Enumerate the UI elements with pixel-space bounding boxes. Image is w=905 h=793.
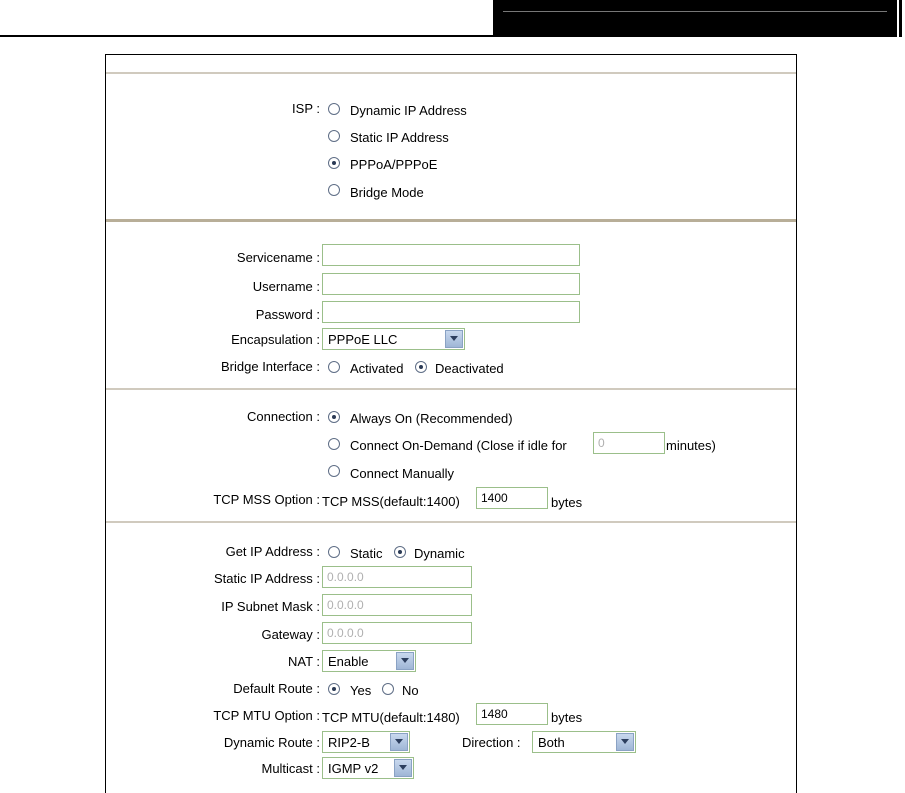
password-input[interactable] <box>322 301 580 323</box>
default-route-no-label: No <box>402 683 419 698</box>
connection-label: Connection : <box>247 409 320 424</box>
idle-minutes-input[interactable] <box>593 432 665 454</box>
chevron-down-icon[interactable] <box>394 759 412 777</box>
gateway-input[interactable] <box>322 622 472 644</box>
connection-always-on-label: Always On (Recommended) <box>350 411 513 426</box>
nat-label: NAT : <box>287 654 320 669</box>
encapsulation-select[interactable] <box>322 328 465 350</box>
chevron-down-icon[interactable] <box>390 733 408 751</box>
direction-label: Direction : <box>462 735 521 750</box>
idle-minutes-suffix: minutes) <box>666 438 716 453</box>
bridge-deactivated-label: Deactivated <box>435 361 504 376</box>
header-rule <box>0 35 493 37</box>
username-label: Username : <box>252 279 320 294</box>
isp-option-bridge: Bridge Mode <box>350 185 424 200</box>
default-route-yes-label: Yes <box>350 683 372 698</box>
static-ip-input[interactable] <box>322 566 472 588</box>
isp-option-pppoe: PPPoA/PPPoE <box>350 157 438 172</box>
bridge-interface-label: Bridge Interface : <box>221 359 320 374</box>
chevron-down-icon[interactable] <box>445 330 463 348</box>
tcp-mss-unit: bytes <box>551 495 583 510</box>
dynamic-route-label: Dynamic Route : <box>223 735 320 750</box>
connection-always-on-radio[interactable] <box>328 411 340 423</box>
default-route-label: Default Route : <box>233 681 320 696</box>
dynamic-route-value: RIP2-B <box>328 735 370 750</box>
header-bar <box>493 0 897 37</box>
chevron-down-icon[interactable] <box>396 652 414 670</box>
isp-label: ISP : <box>292 101 320 116</box>
wan-settings-panel <box>105 54 797 793</box>
chevron-down-icon[interactable] <box>616 733 634 751</box>
default-route-no-radio[interactable] <box>382 683 394 695</box>
username-input[interactable] <box>322 273 580 295</box>
nat-value: Enable <box>328 654 369 669</box>
tcp-mtu-default: TCP MTU(default:1480) <box>322 710 460 725</box>
bridge-deactivated-radio[interactable] <box>415 361 427 373</box>
static-ip-label: Static IP Address : <box>214 571 320 586</box>
connection-on-demand-radio[interactable] <box>328 438 340 450</box>
direction-value: Both <box>538 735 565 750</box>
multicast-value: IGMP v2 <box>328 761 379 776</box>
subnet-mask-input[interactable] <box>322 594 472 616</box>
connection-manual-label: Connect Manually <box>350 466 455 481</box>
isp-option-dynamic: Dynamic IP Address <box>350 103 467 118</box>
isp-option-static: Static IP Address <box>350 130 449 145</box>
subnet-mask-label: IP Subnet Mask : <box>221 599 320 614</box>
get-ip-dynamic-radio[interactable] <box>394 546 406 558</box>
tcp-mtu-input[interactable] <box>476 703 548 725</box>
get-ip-dynamic-label: Dynamic <box>414 546 465 561</box>
tcp-mss-input[interactable] <box>476 487 548 509</box>
connection-on-demand-label: Connect On-Demand (Close if idle for <box>350 438 567 453</box>
password-label: Password : <box>255 307 320 322</box>
bridge-activated-radio[interactable] <box>328 361 340 373</box>
tcp-mss-label: TCP MSS Option : <box>213 492 320 507</box>
tcp-mtu-unit: bytes <box>551 710 583 725</box>
divider <box>106 219 796 222</box>
get-ip-static-radio[interactable] <box>328 546 340 558</box>
multicast-label: Multicast : <box>261 761 320 776</box>
direction-select[interactable] <box>532 731 636 753</box>
connection-manual-radio[interactable] <box>328 465 340 477</box>
bridge-activated-label: Activated <box>350 361 404 376</box>
get-ip-static-label: Static <box>350 546 383 561</box>
encapsulation-value: PPPoE LLC <box>328 332 398 347</box>
isp-radio-bridge[interactable] <box>328 184 340 196</box>
isp-radio-pppoe[interactable] <box>328 157 340 169</box>
isp-radio-static[interactable] <box>328 130 340 142</box>
default-route-yes-radio[interactable] <box>328 683 340 695</box>
nat-select[interactable] <box>322 650 416 672</box>
divider <box>106 72 796 74</box>
get-ip-label: Get IP Address : <box>225 544 320 559</box>
divider <box>106 521 796 523</box>
gateway-label: Gateway : <box>261 627 320 642</box>
tcp-mss-default: TCP MSS(default:1400) <box>322 494 460 509</box>
isp-radio-dynamic[interactable] <box>328 103 340 115</box>
encapsulation-label: Encapsulation : <box>231 332 320 347</box>
tcp-mtu-label: TCP MTU Option : <box>213 708 320 723</box>
multicast-select[interactable] <box>322 757 414 779</box>
divider <box>106 388 796 390</box>
servicename-label: Servicename : <box>236 250 320 265</box>
servicename-input[interactable] <box>322 244 580 266</box>
dynamic-route-select[interactable] <box>322 731 410 753</box>
